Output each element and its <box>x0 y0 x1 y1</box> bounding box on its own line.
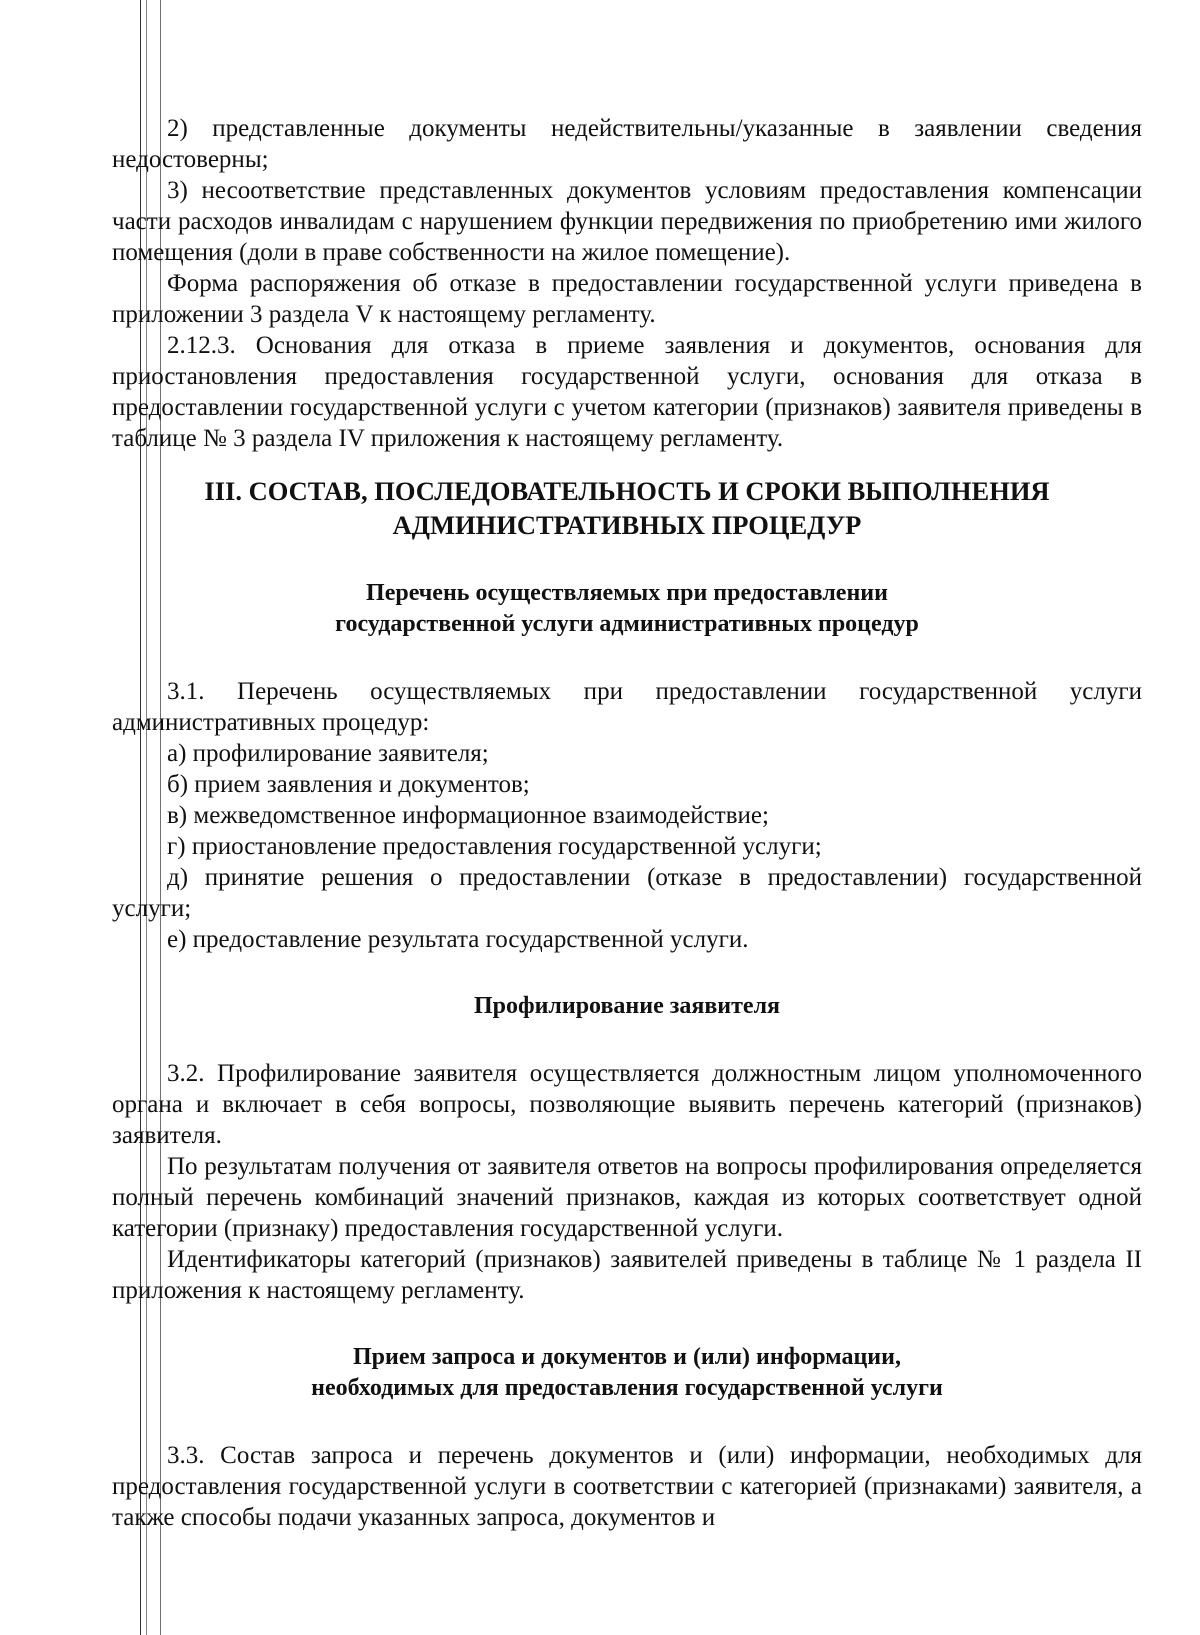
spacer <box>112 640 1142 676</box>
paragraph: Форма распоряжения об отказе в предоставлении государственной услуги приведена в приложении 3 раздела V к настоящему регламенту. <box>112 270 1142 328</box>
list-item: б) прием заявления и документов; <box>167 771 530 798</box>
spacer <box>112 1022 1142 1058</box>
paragraph: 2.12.3. Основания для отказа в приеме заявления и документов, основания для приостановления предоставления государственной услуги, основания для отказа в предоставлении государственной услуги с учетом категории (признаков) заявителя приведены в таблице № 3 раздела IV приложения к настоящему регламенту. <box>112 332 1142 452</box>
heading-line: необходимых для предоставления государственной услуги <box>311 1375 943 1401</box>
list-item: в) межведомственное информационное взаимодействие; <box>167 802 769 829</box>
paragraph: 3) несоответствие представленных документов условиям предоставления компенсации части расходов инвалидам с нарушением функции передвижения по приобретению ими жилого помещения (доли в праве собственности на жилое помещение). <box>112 177 1142 266</box>
heading-line: государственной услуги административных процедур <box>335 611 919 637</box>
list-item: е) предоставление результата государственной услуги. <box>167 926 749 953</box>
paragraph: 3.1. Перечень осуществляемых при предоставлении государственной услуги административных процедур: <box>112 678 1142 736</box>
section-title: III. СОСТАВ, ПОСЛЕДОВАТЕЛЬНОСТЬ И СРОКИ ВЫПОЛНЕНИЯ АДМИНИСТРАТИВНЫХ ПРОЦЕДУР <box>204 476 1050 540</box>
subsection-heading: Профилирование заявителя <box>473 993 781 1019</box>
subsection-heading <box>112 1342 1142 1404</box>
spacer <box>112 1404 1142 1440</box>
paragraph: 3.3. Состав запроса и перечень документов и (или) информации, необходимых для предоставления государственной услуги в соответствии с категорией (признаками) заявителя, а также способы подачи указанных запроса, документов и <box>112 1442 1142 1531</box>
paragraph: 3.2. Профилирование заявителя осуществляется должностным лицом уполномоченного органа и включает в себя вопросы, позволяющие выявить перечень категорий (признаков) заявителя. <box>112 1060 1142 1149</box>
document-page <box>112 113 1142 1533</box>
paragraph: По результатам получения от заявителя ответов на вопросы профилирования определяется полный перечень комбинаций значений признаков, каждая из которых соответствует одной категории (признаку) предоставления государственной услуги. <box>112 1153 1142 1242</box>
list-item: г) приостановление предоставления государственной услуги; <box>167 833 822 860</box>
list-item: а) профилирование заявителя; <box>167 740 489 767</box>
list-item: д) принятие решения о предоставлении (отказе в предоставлении) государственной услуги; <box>112 864 1142 922</box>
heading-line: Перечень осуществляемых при предоставлении <box>366 580 888 606</box>
paragraph: Идентификаторы категорий (признаков) заявителей приведены в таблице № 1 раздела II приложения к настоящему регламенту. <box>112 1246 1142 1304</box>
paragraph: 2) представленные документы недействительны/указанные в заявлении сведения недостоверны; <box>112 115 1142 173</box>
heading-line: Прием запроса и документов и (или) информации, <box>353 1344 901 1370</box>
subsection-heading <box>112 578 1142 640</box>
